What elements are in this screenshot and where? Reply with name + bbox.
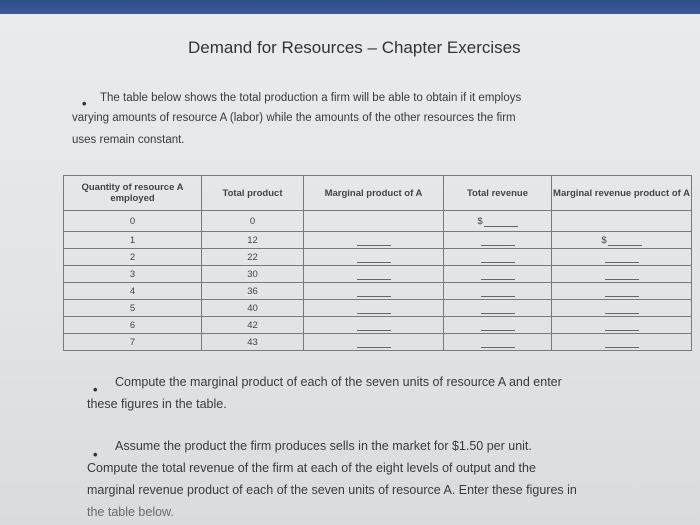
cell-quantity: 6 [64,317,202,334]
answer-blank[interactable] [608,236,642,246]
cell-quantity: 5 [64,300,202,317]
header-marginal-product: Marginal product of A [304,176,444,211]
cell-marginal-product[interactable] [304,300,444,317]
answer-blank[interactable] [481,304,515,314]
window-top-bar [0,0,700,14]
cell-mrp[interactable] [552,317,692,334]
instruction-1-line-2: these figures in the table. [87,397,227,411]
answer-blank[interactable] [357,321,391,331]
table-row [64,334,692,351]
table-header-row [64,176,692,211]
cell-total-product: 36 [202,283,304,300]
answer-blank[interactable] [481,338,515,348]
instruction-2-line-1: Assume the product the firm produces sells in the market for $1.50 per unit. [115,439,532,453]
cell-total-revenue[interactable] [444,249,552,266]
answer-blank[interactable] [605,304,639,314]
cell-marginal-product [304,211,444,232]
cell-quantity: 7 [64,334,202,351]
cell-quantity: 3 [64,266,202,283]
cell-quantity: 0 [64,211,202,232]
cell-total-revenue[interactable] [444,317,552,334]
instruction-2-line-3: marginal revenue product of each of the seven units of resource A. Enter these figures in [87,483,577,497]
production-table [63,175,692,351]
cell-mrp[interactable] [552,283,692,300]
header-total-product: Total product [202,176,304,211]
answer-blank[interactable] [605,270,639,280]
intro-line-1: The table below shows the total production a firm will be able to obtain if it employs [100,92,522,104]
answer-blank[interactable] [481,270,515,280]
cell-marginal-product[interactable] [304,249,444,266]
cell-total-revenue[interactable] [444,334,552,351]
intro-line-3: uses remain constant. [72,134,185,146]
cell-marginal-product[interactable] [304,317,444,334]
header-quantity: Quantity of resource A employed [64,176,202,211]
table-row [64,283,692,300]
answer-blank[interactable] [605,287,639,297]
bullet-icon: • [93,447,98,462]
answer-blank[interactable] [357,253,391,263]
cell-mrp[interactable] [552,300,692,317]
answer-blank[interactable] [357,338,391,348]
instruction-2-line-2: Compute the total revenue of the firm at each of the eight levels of output and the [87,461,536,475]
cell-total-revenue[interactable]: $ [444,211,552,232]
cell-mrp[interactable]: $ [552,232,692,249]
instruction-2-line-4: the table below. [87,505,174,519]
intro-line-2: varying amounts of resource A (labor) while the amounts of the other resources the firm [72,112,516,124]
cell-marginal-product[interactable] [304,334,444,351]
cell-total-revenue[interactable] [444,232,552,249]
cell-marginal-product[interactable] [304,266,444,283]
answer-blank[interactable] [481,321,515,331]
bullet-icon: • [93,382,98,397]
table-row [64,266,692,283]
bullet-icon: • [82,96,87,111]
cell-quantity: 4 [64,283,202,300]
answer-blank[interactable] [357,287,391,297]
cell-mrp[interactable] [552,266,692,283]
cell-total-revenue[interactable] [444,300,552,317]
answer-blank[interactable] [357,270,391,280]
cell-total-product: 22 [202,249,304,266]
table-row [64,317,692,334]
cell-total-product: 12 [202,232,304,249]
cell-total-revenue[interactable] [444,266,552,283]
table-row [64,249,692,266]
cell-total-product: 0 [202,211,304,232]
header-total-revenue: Total revenue [444,176,552,211]
cell-mrp [552,211,692,232]
answer-blank[interactable] [605,253,639,263]
answer-blank[interactable] [357,304,391,314]
table-row [64,211,692,232]
cell-total-product: 40 [202,300,304,317]
cell-total-revenue[interactable] [444,283,552,300]
answer-blank[interactable] [484,217,518,227]
cell-marginal-product[interactable] [304,232,444,249]
answer-blank[interactable] [605,338,639,348]
cell-mrp[interactable] [552,249,692,266]
table-row [64,300,692,317]
cell-mrp[interactable] [552,334,692,351]
cell-marginal-product[interactable] [304,283,444,300]
answer-blank[interactable] [481,253,515,263]
page-title: Demand for Resources – Chapter Exercises [188,38,521,57]
cell-total-product: 43 [202,334,304,351]
cell-quantity: 1 [64,232,202,249]
answer-blank[interactable] [605,321,639,331]
answer-blank[interactable] [481,236,515,246]
table-row [64,232,692,249]
instruction-1-line-1: Compute the marginal product of each of the seven units of resource A and enter [115,375,562,389]
cell-total-product: 42 [202,317,304,334]
cell-quantity: 2 [64,249,202,266]
header-mrp: Marginal revenue product of A [552,176,692,211]
cell-total-product: 30 [202,266,304,283]
answer-blank[interactable] [357,236,391,246]
answer-blank[interactable] [481,287,515,297]
